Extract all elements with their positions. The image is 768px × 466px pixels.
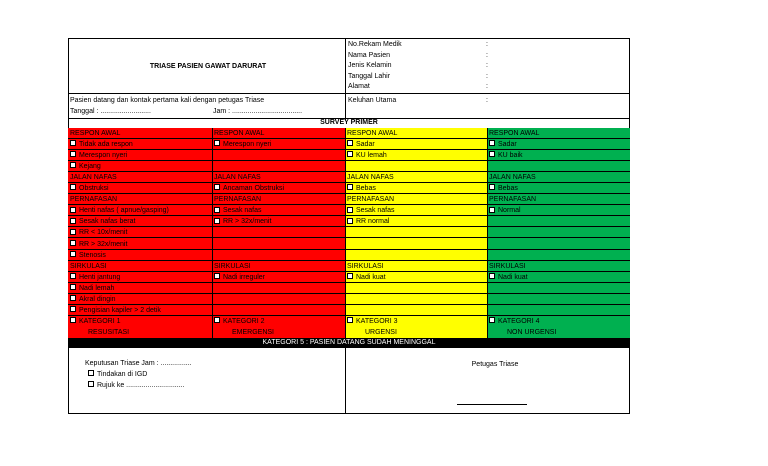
cell-text: Henti nafas ( apnue/gasping): [79, 207, 169, 215]
triage-option[interactable]: [68, 250, 212, 261]
cell-text: Kejang: [79, 163, 101, 171]
empty-cell: [212, 227, 345, 238]
section-label: [345, 261, 487, 272]
patient-field-value[interactable]: :: [486, 83, 488, 90]
cell-text: RESPON AWAL: [489, 130, 540, 137]
checkbox-icon[interactable]: [70, 306, 76, 312]
signature-line: [457, 404, 527, 405]
cell-text: Ancaman Obstruksi: [223, 185, 285, 193]
patient-field-label: Tanggal Lahir: [348, 72, 391, 80]
triage-option[interactable]: [68, 227, 212, 238]
footer-divider: [345, 348, 346, 414]
empty-cell: [487, 227, 630, 238]
cell-text: Pengisian kapiler > 2 detik: [79, 306, 161, 314]
patient-field-value[interactable]: :: [486, 41, 488, 48]
empty-cell: [212, 161, 345, 172]
form-title: TRIASE PASIEN GAWAT DARURAT: [149, 63, 267, 70]
cell-text: PERNAFASAN: [214, 196, 262, 204]
checkbox-icon[interactable]: [70, 140, 76, 146]
arrival-date: Tanggal : ..........................: [70, 108, 151, 115]
empty-cell: [212, 250, 345, 261]
cell-text: Sadar: [498, 141, 517, 149]
checkbox-icon[interactable]: [70, 251, 76, 257]
triage-option[interactable]: [68, 216, 212, 227]
triage-option[interactable]: [487, 205, 630, 216]
checkbox-icon[interactable]: [214, 273, 220, 279]
triage-decision: Keputusan Triase Jam : ................: [85, 360, 192, 367]
cell-text: Normal: [498, 207, 521, 215]
column-divider: [345, 128, 346, 338]
empty-cell: [212, 305, 345, 316]
triage-option[interactable]: [487, 272, 630, 283]
empty-cell: [212, 239, 345, 250]
triage-option[interactable]: [212, 272, 345, 283]
cell-text: JALAN NAFAS: [489, 174, 536, 182]
triage-officer-label: Petugas Triase: [471, 361, 519, 368]
cell-text: Sadar: [356, 141, 375, 149]
section-label: [487, 194, 630, 205]
cell-text: Obstruksi: [79, 185, 109, 193]
checkbox-icon[interactable]: [347, 207, 353, 213]
cell-text: Nadi irreguler: [223, 273, 266, 281]
checkbox-icon[interactable]: [489, 317, 495, 323]
checkbox-icon[interactable]: [347, 140, 353, 146]
checkbox-icon[interactable]: [347, 317, 353, 323]
empty-cell: [487, 283, 630, 294]
checkbox-icon[interactable]: [70, 284, 76, 290]
empty-cell: [212, 294, 345, 305]
empty-cell: [345, 239, 487, 250]
cell-text: Henti jantung: [79, 273, 121, 281]
section-label: [68, 261, 212, 272]
triage-option[interactable]: [212, 139, 345, 150]
section-label: [345, 128, 487, 139]
checkbox-icon[interactable]: [214, 184, 220, 190]
cell-text: Nadi kuat: [498, 273, 528, 281]
triage-option[interactable]: [487, 139, 630, 150]
empty-cell: [345, 227, 487, 238]
cell-text: Sesak nafas: [356, 207, 395, 215]
triage-option[interactable]: [68, 272, 212, 283]
cell-text: JALAN NAFAS: [214, 174, 261, 182]
triage-option[interactable]: [345, 205, 487, 216]
section-label: [487, 327, 630, 338]
triage-option[interactable]: [212, 183, 345, 194]
cell-text: RESPON AWAL: [70, 130, 121, 137]
triage-option[interactable]: [345, 316, 487, 327]
empty-cell: [487, 305, 630, 316]
cell-text: Stenosis: [79, 251, 106, 259]
section-label: [68, 172, 212, 183]
section-label: [212, 261, 345, 272]
cell-text: SIRKULASI: [347, 262, 384, 270]
cell-text: NON URGENSI: [507, 328, 557, 336]
arrival-time: Jam : ....................................: [213, 108, 303, 115]
patient-field-label: No.Rekam Medik: [348, 41, 402, 48]
cell-text: PERNAFASAN: [347, 196, 395, 204]
section-label: [212, 128, 345, 139]
triage-option[interactable]: [68, 294, 212, 305]
section-label: [68, 327, 212, 338]
triage-option[interactable]: [68, 239, 212, 250]
empty-cell: [487, 294, 630, 305]
section-label: [487, 128, 630, 139]
checkbox-icon[interactable]: [347, 218, 353, 224]
cell-text: Merespon nyeri: [79, 152, 128, 160]
checkbox-icon[interactable]: [70, 162, 76, 168]
cell-text: PERNAFASAN: [489, 196, 537, 204]
empty-cell: [345, 294, 487, 305]
checkbox-icon[interactable]: [70, 273, 76, 279]
cell-text: Bebas: [356, 185, 376, 193]
cell-text: KATEGORI 3: [356, 317, 398, 325]
section-label: [212, 194, 345, 205]
patient-field-label: Jenis Kelamin: [348, 62, 392, 69]
cell-text: SIRKULASI: [214, 262, 251, 270]
triage-option[interactable]: [345, 150, 487, 161]
cell-text: Sesak nafas berat: [79, 218, 136, 226]
triage-option[interactable]: [68, 305, 212, 316]
triage-option[interactable]: [487, 316, 630, 327]
empty-cell: [487, 239, 630, 250]
triage-option[interactable]: [345, 139, 487, 150]
cell-text: Akral dingin: [79, 295, 116, 303]
cell-text: RESPON AWAL: [214, 130, 265, 137]
cell-text: KATEGORI 1: [79, 317, 121, 325]
category-5-bar: KATEGORI 5 : PASIEN DATANG SUDAH MENINGGAL: [68, 338, 630, 348]
triage-option[interactable]: [487, 183, 630, 194]
cell-text: EMERGENSI: [232, 328, 275, 336]
section-label: [487, 261, 630, 272]
section-label: [345, 194, 487, 205]
triage-option[interactable]: [68, 139, 212, 150]
triage-option[interactable]: [212, 216, 345, 227]
checkbox-icon[interactable]: [88, 381, 94, 387]
checkbox-icon[interactable]: [489, 184, 495, 190]
empty-cell: [212, 150, 345, 161]
cell-text: Bebas: [498, 185, 518, 193]
cell-text: KATEGORI 2: [223, 317, 265, 325]
empty-cell: [487, 250, 630, 261]
checkbox-icon[interactable]: [489, 151, 495, 157]
patient-field-value[interactable]: :: [486, 51, 488, 59]
column-divider: [487, 128, 488, 338]
triage-option[interactable]: [212, 205, 345, 216]
checkbox-icon[interactable]: [214, 317, 220, 323]
empty-cell: [345, 250, 487, 261]
patient-field-label: Alamat: [348, 83, 370, 90]
checkbox-icon[interactable]: [70, 295, 76, 301]
empty-cell: [487, 161, 630, 172]
checkbox-icon[interactable]: [70, 240, 76, 246]
section-label: [68, 194, 212, 205]
column-divider: [212, 128, 213, 338]
complaint-sep: :: [486, 97, 488, 104]
checkbox-icon[interactable]: [214, 218, 220, 224]
empty-cell: [345, 161, 487, 172]
triage-option[interactable]: [68, 316, 212, 327]
cell-text: SIRKULASI: [489, 262, 526, 270]
cell-text: PERNAFASAN: [70, 196, 118, 204]
checkbox-icon[interactable]: [489, 140, 495, 146]
survey-title: SURVEY PRIMER: [320, 119, 378, 126]
header-divider: [345, 38, 346, 120]
checkbox-icon[interactable]: [347, 273, 353, 279]
section-label: [212, 327, 345, 338]
cell-text: SIRKULASI: [70, 262, 107, 270]
section-label: [212, 172, 345, 183]
cell-text: RR > 32x/menit: [223, 218, 272, 226]
triage-option[interactable]: [68, 150, 212, 161]
cell-text: RR < 10x/menit: [79, 229, 128, 237]
cell-text: JALAN NAFAS: [347, 174, 394, 182]
triage-option[interactable]: [68, 183, 212, 194]
checkbox-icon[interactable]: [347, 184, 353, 190]
empty-cell: [487, 216, 630, 227]
triage-option[interactable]: [68, 205, 212, 216]
cell-text: KU baik: [498, 152, 523, 160]
patient-field-value[interactable]: :: [486, 62, 488, 69]
cell-text: Nadi kuat: [356, 273, 386, 281]
arrival-text: Pasien datang dan kontak pertama kali dengan petugas Triase: [70, 97, 265, 104]
checkbox-icon[interactable]: [70, 229, 76, 235]
empty-cell: [212, 283, 345, 294]
cell-text: RR normal: [356, 218, 390, 226]
checkbox-icon[interactable]: [70, 207, 76, 213]
triage-option[interactable]: [487, 150, 630, 161]
checkbox-icon[interactable]: [70, 218, 76, 224]
section-label: [68, 128, 212, 139]
cell-text: RESPON AWAL: [347, 130, 398, 137]
cell-text: RESUSITASI: [88, 328, 130, 336]
checkbox-icon[interactable]: [88, 370, 94, 376]
triage-option[interactable]: [345, 272, 487, 283]
triage-option[interactable]: [345, 216, 487, 227]
cell-text: KU lemah: [356, 152, 387, 160]
header-bottom-line: [68, 93, 630, 94]
cell-text: Nadi lemah: [79, 284, 115, 292]
checkbox-icon[interactable]: [70, 317, 76, 323]
patient-field-label: Nama Pasien: [348, 51, 391, 59]
cell-text: URGENSI: [365, 328, 397, 336]
checkbox-icon[interactable]: [489, 273, 495, 279]
complaint-label: Keluhan Utama: [348, 97, 397, 104]
patient-field-value[interactable]: :: [486, 72, 488, 80]
empty-cell: [345, 305, 487, 316]
cell-text: Sesak nafas: [223, 207, 262, 215]
option-referral[interactable]: Rujuk ke ..............................: [88, 381, 288, 391]
checkbox-icon[interactable]: [70, 184, 76, 190]
empty-cell: [345, 283, 487, 294]
checkbox-icon[interactable]: [347, 151, 353, 157]
option-igd[interactable]: Tindakan di IGD: [88, 370, 288, 380]
section-label: [345, 172, 487, 183]
cell-text: JALAN NAFAS: [70, 174, 117, 182]
cell-text: Tidak ada respon: [79, 141, 133, 149]
triage-option[interactable]: [212, 316, 345, 327]
checkbox-icon[interactable]: [489, 207, 495, 213]
triage-option[interactable]: [68, 283, 212, 294]
cell-text: RR > 32x/menit: [79, 240, 128, 248]
checkbox-icon[interactable]: [70, 151, 76, 157]
triage-option[interactable]: [68, 161, 212, 172]
triage-option[interactable]: [345, 183, 487, 194]
checkbox-icon[interactable]: [214, 140, 220, 146]
section-label: [345, 327, 487, 338]
cell-text: Merespon nyeri: [223, 141, 272, 149]
cell-text: KATEGORI 4: [498, 317, 540, 325]
section-label: [487, 172, 630, 183]
checkbox-icon[interactable]: [214, 207, 220, 213]
